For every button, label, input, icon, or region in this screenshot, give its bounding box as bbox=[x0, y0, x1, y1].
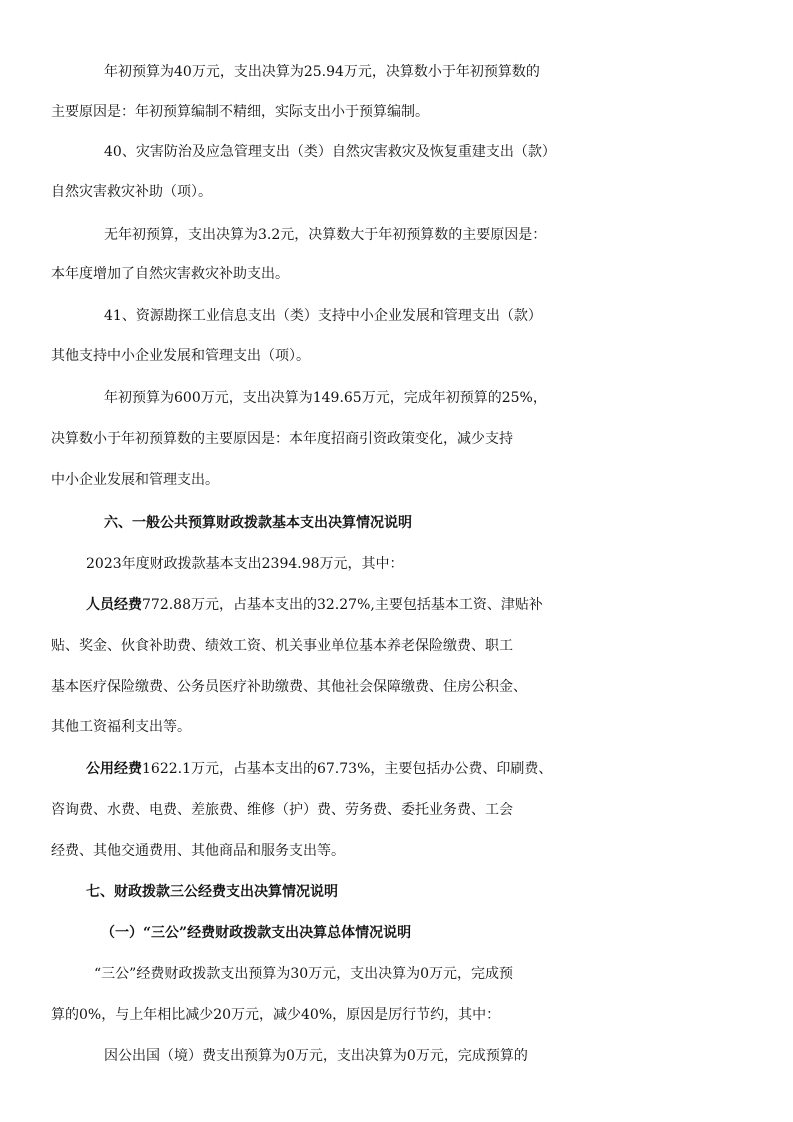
body-line: 主要原因是：年初预算编制不精细，实际支出小于预算编制。 bbox=[51, 104, 429, 120]
body-line: 经费、其他交通费用、其他商品和服务支出等。 bbox=[51, 843, 345, 859]
body-line: 2023年度财政拨款基本支出2394.98万元，其中： bbox=[86, 556, 404, 572]
body-line: “三公”经费财政拨款支出预算为30万元，支出决算为0万元，完成预 bbox=[94, 966, 514, 982]
body-line: 基本医疗保险缴费、公务员医疗补助缴费、其他社会保障缴费、住房公积金、 bbox=[51, 679, 527, 695]
labeled-line bbox=[0, 590, 793, 620]
body-line: 本年度增加了自然灾害救灾补助支出。 bbox=[51, 266, 289, 282]
labeled-text: 1622.1万元，占基本支出的67.73%，主要包括办公费、印刷费、 bbox=[142, 761, 553, 777]
labeled-text: 772.88万元，占基本支出的32.27%,主要包括基本工资、津贴补 bbox=[142, 597, 543, 613]
item-line: 其他支持中小企业发展和管理支出（项）。 bbox=[51, 348, 310, 364]
section-heading: 七、财政拨款三公经费支出决算情况说明 bbox=[86, 884, 338, 900]
body-line: 中小企业发展和管理支出。 bbox=[51, 472, 219, 488]
body-line: 贴、奖金、伙食补助费、绩效工资、机关事业单位基本养老保险缴费、职工 bbox=[51, 638, 513, 654]
body-line: 因公出国（境）费支出预算为0万元，支出决算为0万元，完成预算的 bbox=[104, 1048, 528, 1064]
subsection-heading: （一）“三公”经费财政拨款支出决算总体情况说明 bbox=[101, 925, 412, 941]
body-line: 其他工资福利支出等。 bbox=[51, 719, 191, 735]
labeled-line bbox=[0, 754, 793, 784]
section-heading: 六、一般公共预算财政拨款基本支出决算情况说明 bbox=[104, 515, 412, 531]
body-line: 咨询费、水费、电费、差旅费、维修（护）费、劳务费、委托业务费、工会 bbox=[51, 802, 513, 818]
body-line: 年初预算为600万元，支出决算为149.65万元，完成年初预算的25%， bbox=[104, 390, 547, 406]
label-personnel-expenses: 人员经费 bbox=[86, 597, 142, 613]
body-line: 年初预算为40万元，支出决算为25.94万元，决算数小于年初预算数的 bbox=[104, 64, 540, 80]
body-line: 算的0%，与上年相比减少20万元，减少40%，原因是厉行节约，其中： bbox=[51, 1007, 501, 1023]
body-line: 无年初预算，支出决算为3.2元，决算数大于年初预算数的主要原因是： bbox=[104, 227, 547, 243]
label-public-expenses: 公用经费 bbox=[86, 761, 142, 777]
body-line: 决算数小于年初预算数的主要原因是：本年度招商引资政策变化，减少支持 bbox=[51, 431, 513, 447]
item-line: 自然灾害救灾补助（项）。 bbox=[51, 184, 212, 200]
item-line: 40、灾害防治及应急管理支出（类）自然灾害救灾及恢复重建支出（款） bbox=[104, 144, 556, 160]
item-line: 41、资源勘探工业信息支出（类）支持中小企业发展和管理支出（款） bbox=[104, 308, 542, 324]
